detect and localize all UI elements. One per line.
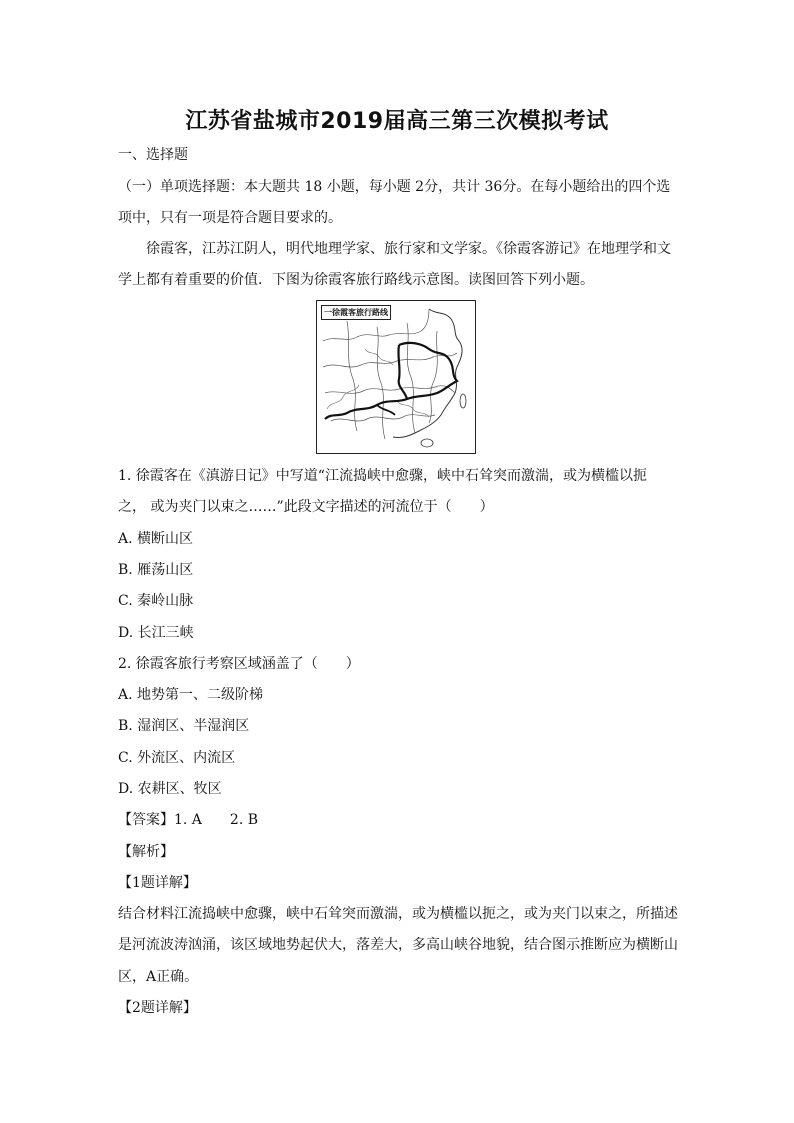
travel-route-map (316, 300, 476, 454)
option-b: B. 雁荡山区 (118, 562, 194, 578)
option-a: A. 地势第一、二级阶梯 (118, 687, 264, 703)
detail-1-text: 是河流波涛汹涌，该区域地势起伏大，落差大，多高山峡谷地貌，结合图示推断应为横断山 (118, 937, 678, 953)
intro-text: 徐霞客，江苏江阴人，明代地理学家、旅行家和文学家。《徐霞客游记》在地理学和文 (146, 241, 671, 257)
option-c: C. 秦岭山脉 (118, 593, 194, 609)
detail-1-text: 结合材料江流捣峡中愈骤，峡中石耸突而激湍，或为横槛以扼之，或为夹门以束之，所描述 (118, 906, 678, 922)
instruction-text: 项中，只有一项是符合题目要求的。 (118, 210, 342, 226)
question-2-stem: 2. 徐霞客旅行考察区域涵盖了（ ） (118, 656, 360, 672)
detail-1-label: 【1题详解】 (118, 875, 197, 891)
detail-2-label: 【2题详解】 (118, 1000, 197, 1016)
analysis-label: 【解析】 (118, 844, 174, 860)
instruction-text: （一）单项选择题：本大题共 18 小题，每小题 2分，共计 36分。在每小题给出的四个选 (118, 179, 671, 195)
question-1-stem: 1. 徐霞客在《滇游日记》中写道“江流捣峡中愈骤，峡中石耸突而激湍，或为横槛以扼 (118, 468, 647, 484)
option-a: A. 横断山区 (118, 531, 194, 547)
map-figure (317, 301, 475, 453)
question-1-stem: 之， 或为夹门以束之……”此段文字描述的河流位于（ ） (118, 499, 494, 515)
option-d: D. 农耕区、牧区 (118, 781, 222, 797)
intro-text: 学上都有着重要的价值．下图为徐霞客旅行路线示意图。读图回答下列小题。 (118, 272, 594, 288)
answer-line: 【答案】1. A 2. B (118, 812, 259, 828)
detail-1-text: 区，A正确。 (118, 969, 199, 985)
section-heading: 一、选择题 (118, 147, 188, 163)
map-legend: 一徐霞客旅行路线 (321, 305, 391, 320)
option-d: D. 长江三峡 (118, 625, 194, 641)
option-b: B. 湿润区、半湿润区 (118, 718, 250, 734)
option-c: C. 外流区、内流区 (118, 750, 236, 766)
page-title: 江苏省盐城市2019届高三第三次模拟考试 (185, 109, 609, 134)
